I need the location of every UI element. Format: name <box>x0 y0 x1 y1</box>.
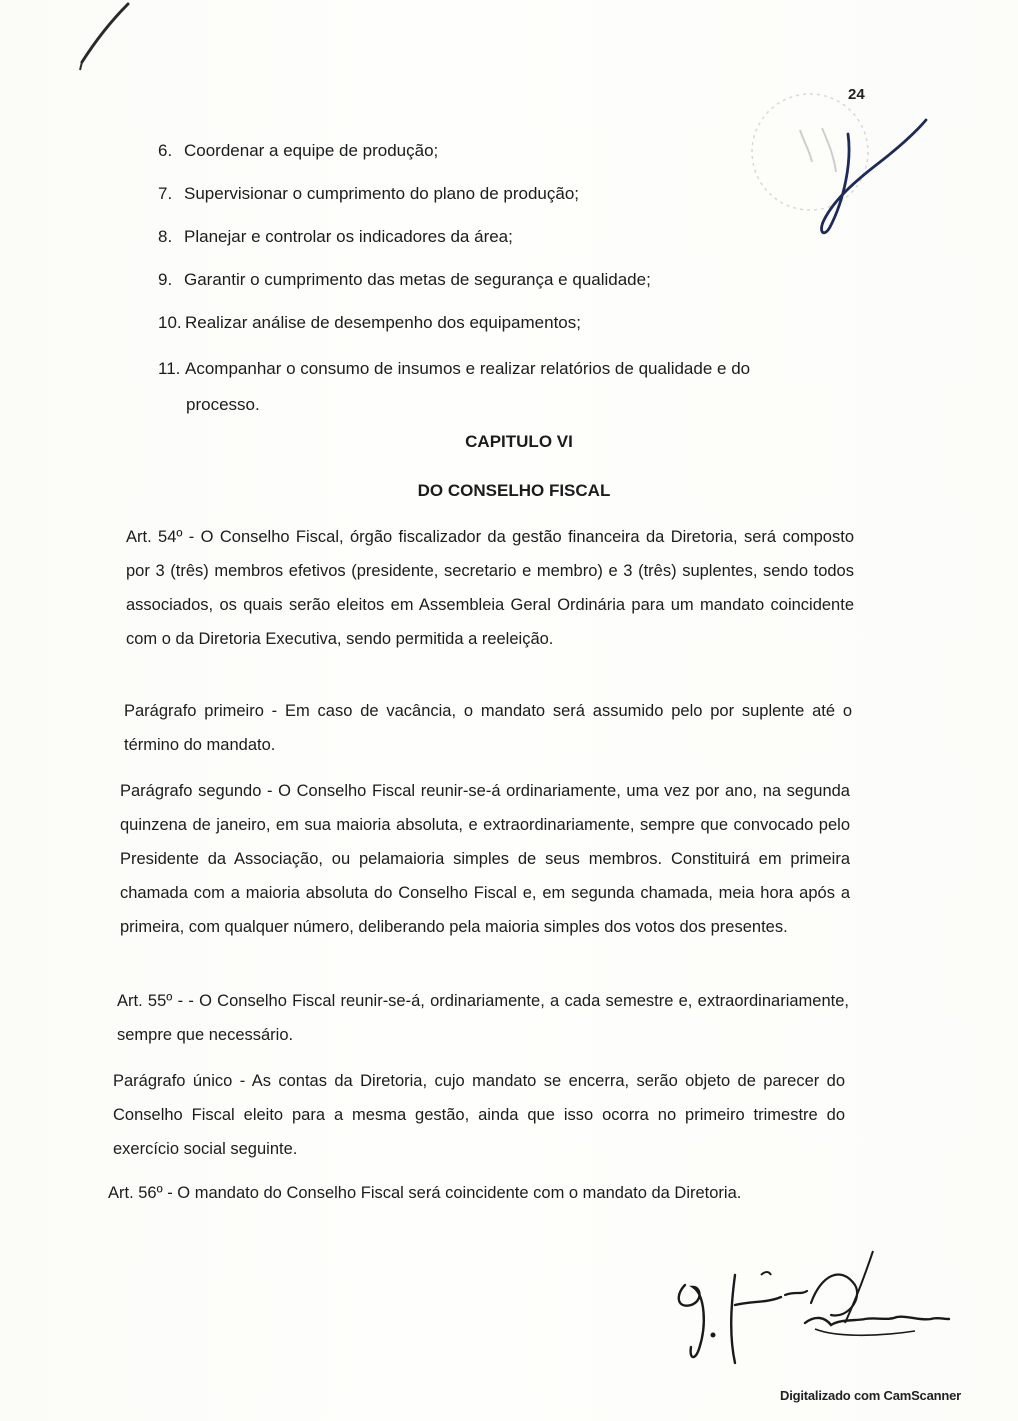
list-item-number: 8. <box>158 227 173 246</box>
list-item-number: 10. <box>158 313 182 332</box>
list-item <box>158 175 579 213</box>
list-item-number: 6. <box>158 141 173 160</box>
list-item <box>158 132 438 170</box>
list-item-number: 7. <box>158 184 173 203</box>
article-55: Art. 55º - - O Conselho Fiscal reunir-se-á, ordinariamente, a cada semestre e, extraordinariamente, sempre que necessário. <box>117 992 849 1044</box>
paragraph-segundo: Parágrafo segundo - O Conselho Fiscal reunir-se-á ordinariamente, uma vez por ano, na segunda quinzena de janeiro, em sua maioria absoluta, e extraordinariamente, sempre que convocado pelo Presidente da Associação, ou pelamaioria simples de seus membros. Constituirá em primeira chamada com a maioria absoluta do Conselho Fiscal e, em segunda chamada, meia hora após a primeira, com qualquer número, deliberando pela maioria simples dos votos dos presentes. <box>120 782 850 936</box>
list-item-number: 9. <box>158 270 173 289</box>
article-54: Art. 54º - O Conselho Fiscal, órgão fiscalizador da gestão financeira da Diretoria, será composto por 3 (três) membros efetivos (presidente, secretario e membro) e 3 (três) suplentes, sendo todos associados, os quais serão eleitos em Assembleia Geral Ordinária para um mandato coincidente com o da Diretoria Executiva, sendo permitida a reeleição. <box>126 528 854 648</box>
handwritten-signature <box>665 1245 955 1375</box>
chapter-subtitle: DO CONSELHO FISCAL <box>417 481 611 500</box>
paragraph-primeiro: Parágrafo primeiro - Em caso de vacância, o mandato será assumido pelo por suplente até o término do mandato. <box>124 702 852 754</box>
page-number: 24 <box>848 86 865 103</box>
paragraph-unico: Parágrafo único - As contas da Diretoria, cujo mandato se encerra, serão objeto de parecer do Conselho Fiscal eleito para a mesma gestão, ainda que isso ocorra no primeiro trimestre do exercício social seguinte. <box>113 1072 845 1158</box>
list-item-number: 11. <box>158 359 181 378</box>
list-item-text: Supervisionar o cumprimento do plano de produção; <box>184 184 580 203</box>
list-item-text: Realizar análise de desempenho dos equipamentos; <box>185 313 581 332</box>
initials-signature-top <box>740 82 940 252</box>
list-item-text: Planejar e controlar os indicadores da área; <box>184 227 513 246</box>
list-item-text: Acompanhar o consumo de insumos e realizar relatórios de qualidade e do <box>185 359 751 378</box>
list-item-continuation: processo. <box>186 395 260 414</box>
scanner-credit: Digitalizado com CamScanner <box>780 1388 961 1403</box>
list-item <box>158 304 581 342</box>
list-item-text: Coordenar a equipe de produção; <box>184 141 439 160</box>
article-56: Art. 56º - O mandato do Conselho Fiscal será coincidente com o mandato da Diretoria. <box>108 1184 742 1202</box>
chapter-title: CAPITULO VI <box>465 432 573 451</box>
list-item-text: Garantir o cumprimento das metas de segurança e qualidade; <box>184 270 651 289</box>
list-item <box>158 218 513 256</box>
list-item <box>158 261 651 299</box>
corner-pen-mark <box>0 0 140 90</box>
list-item <box>158 350 750 388</box>
